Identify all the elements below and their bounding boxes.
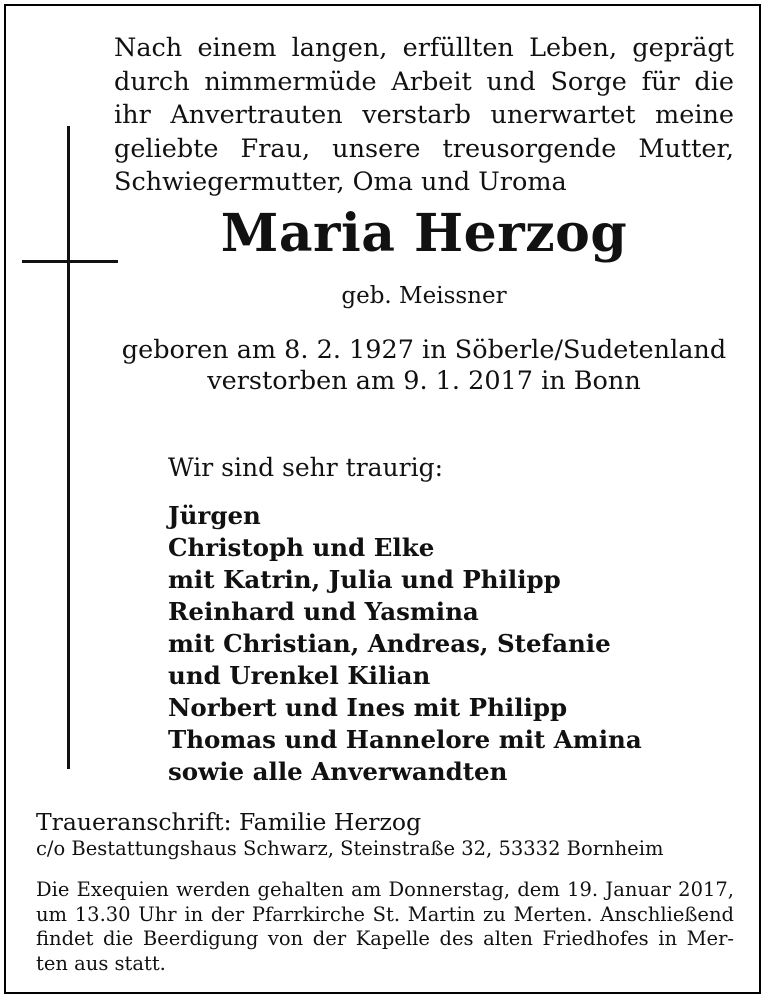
list-item: mit Katrin, Julia und Philipp (168, 565, 561, 594)
death-date: verstorben am 9. 1. 2017 in Bonn (207, 366, 641, 396)
cross-icon-vertical (67, 126, 70, 769)
list-item: Reinhard und Yasmina (168, 597, 479, 626)
birth-date: geboren am 8. 2. 1927 in Söberle/Sudetenland (121, 335, 727, 365)
intro-line: durch nimmermüde Arbeit und Sorge für die (114, 66, 734, 97)
mourners-heading: Wir sind sehr traurig: (168, 453, 444, 482)
list-item: und Urenkel Kilian (168, 661, 431, 690)
service-notice (36, 878, 734, 976)
list-item: Christoph und Elke (168, 533, 435, 562)
service-line: um 13.30 Uhr in der Pfarrkirche St. Martin zu Merten. Anschließend (36, 902, 734, 926)
cross-icon-horizontal (22, 260, 118, 263)
mourners-list (168, 500, 642, 788)
service-line: findet die Beerdigung von der Kapelle des alten Friedhofes in Mer- (36, 927, 734, 950)
list-item: Norbert und Ines mit Philipp (168, 693, 568, 722)
life-dates (114, 335, 734, 397)
service-line: Die Exequien werden gehalten am Donnerstag, dem 19. Januar 2017, (36, 878, 734, 901)
list-item: sowie alle Anverwandten (168, 757, 508, 786)
funeral-home-address: c/o Bestattungshaus Schwarz, Steinstraße 32, 53332 Bornheim (36, 837, 664, 860)
intro-line: Schwiegermutter, Oma und Uroma (114, 167, 567, 197)
intro-text (114, 32, 734, 200)
mourning-address: Traueranschrift: Familie Herzog (36, 808, 422, 836)
list-item: Jürgen (168, 501, 261, 530)
service-line: ten aus statt. (36, 951, 166, 975)
intro-line: ihr Anvertrauten verstarb unerwartet meine (114, 100, 734, 130)
list-item: Thomas und Hannelore mit Amina (168, 725, 642, 754)
deceased-name: Maria Herzog (220, 203, 628, 264)
intro-line: geliebte Frau, unsere treusorgende Mutter, (114, 133, 734, 164)
birth-name: geb. Meissner (341, 283, 507, 309)
list-item: mit Christian, Andreas, Stefanie (168, 629, 611, 658)
intro-line: Nach einem langen, erfüllten Leben, geprägt (114, 33, 734, 63)
